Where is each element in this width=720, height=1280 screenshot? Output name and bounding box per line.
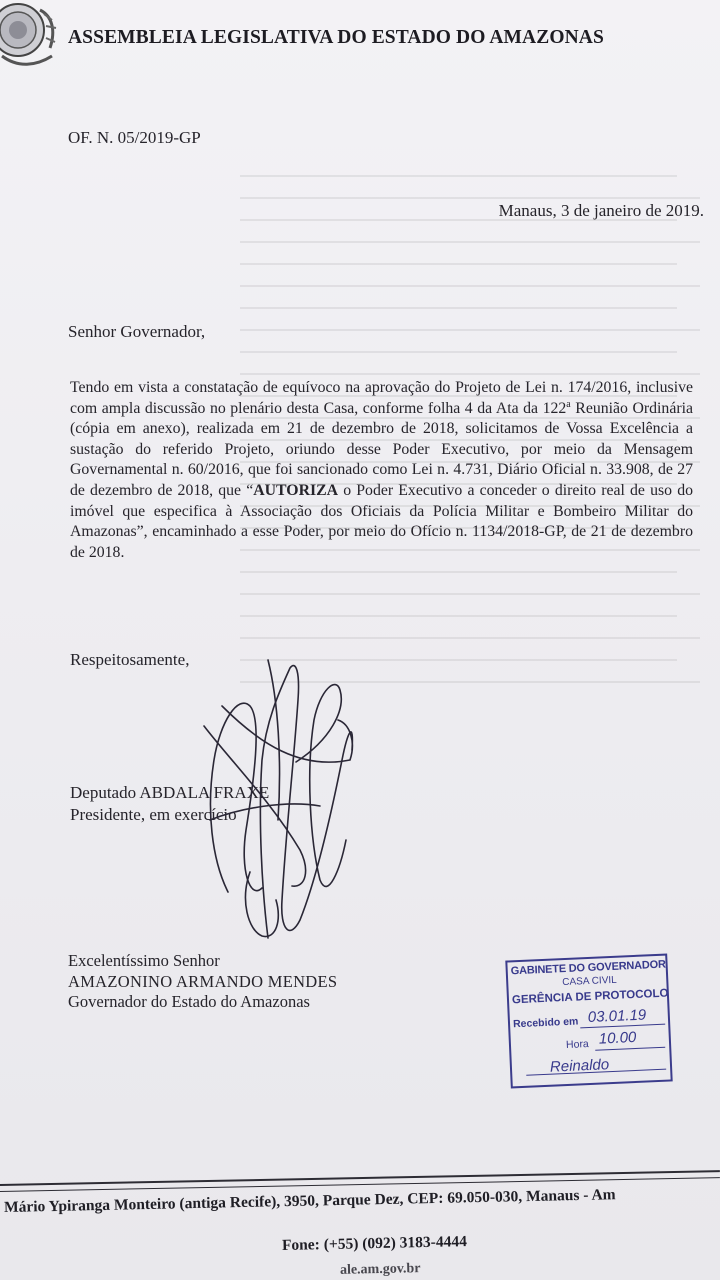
- protocol-stamp: [505, 954, 672, 1089]
- body-emphasis: AUTORIZA: [253, 481, 339, 499]
- letter-body: [70, 378, 693, 563]
- addressee-salutation: Excelentíssimo Senhor: [68, 951, 220, 970]
- footer-address: Mário Ypiranga Monteiro (antiga Recife), 3950, Parque Dez, CEP: 69.050-030, Manaus - Am: [3, 1186, 616, 1216]
- institution-header: ASSEMBLEIA LEGISLATIVA DO ESTADO DO AMAZONAS: [68, 27, 604, 48]
- stamp-time-value: 10.00: [598, 1028, 637, 1048]
- letter-date: Manaus, 3 de janeiro de 2019.: [498, 201, 704, 220]
- footer-phone: Fone: (+55) (092) 3183-4444: [281, 1233, 468, 1254]
- body-part-3: o Poder Executivo a conceder o direito real de uso do imóvel que especifica à Associação dos Oficiais da Polícia Militar e Bombeiro Militar do Amazonas”, encaminhado a esse Poder, por meio do Ofício n. 1134/2018-GP, de 21 de dezembro de 2018.: [70, 481, 693, 561]
- stamp-office: GABINETE DO GOVERNADOR: [510, 958, 666, 978]
- addressee-title: Governador do Estado do Amazonas: [68, 992, 310, 1011]
- body-part-2: Reunião Ordinária (cópia em anexo), realizada em 21 de dezembro de 2018, solicitamos de Vossa Excelência a sustação do referido Projeto, oriundo desse Poder Executivo, por meio da Mensagem Governamental n. 60/2016, que foi sancionado como Lei n. 4.731, Diário Oficial n. 33.908, de 27 de dezembro de 2018, que “: [70, 399, 693, 499]
- addressee-block: [68, 951, 337, 1013]
- stamp-department: CASA CIVIL: [562, 974, 617, 989]
- closing: Respeitosamente,: [70, 650, 190, 669]
- stamp-division: GERÊNCIA DE PROTOCOLO: [511, 987, 669, 1007]
- state-crest-icon: [0, 0, 62, 70]
- salutation: Senhor Governador,: [68, 322, 206, 341]
- signer-title: Presidente, em exercício: [70, 805, 237, 824]
- document-reference: OF. N. 05/2019-GP: [68, 128, 201, 147]
- stamp-received-label: Recebido em: [512, 1015, 579, 1031]
- stamp-time-label: Hora: [565, 1038, 590, 1052]
- stamp-initials: Reinaldo: [549, 1056, 610, 1076]
- addressee-name: AMAZONINO ARMANDO MENDES: [68, 971, 338, 991]
- stamp-received-date: 03.01.19: [587, 1006, 647, 1027]
- body-ordinal: a: [566, 398, 571, 410]
- body-part-1: Tendo em vista a constatação de equívoco na aprovação do Projeto de Lei n. 174/2016, inclusive com ampla discussão no plenário desta Casa, conforme folha 4 da Ata da 122: [70, 379, 693, 417]
- signer-block: [70, 782, 269, 826]
- footer-website: ale.am.gov.br: [339, 1261, 421, 1278]
- signer-name: Deputado ABDALA FRAXE: [70, 783, 270, 802]
